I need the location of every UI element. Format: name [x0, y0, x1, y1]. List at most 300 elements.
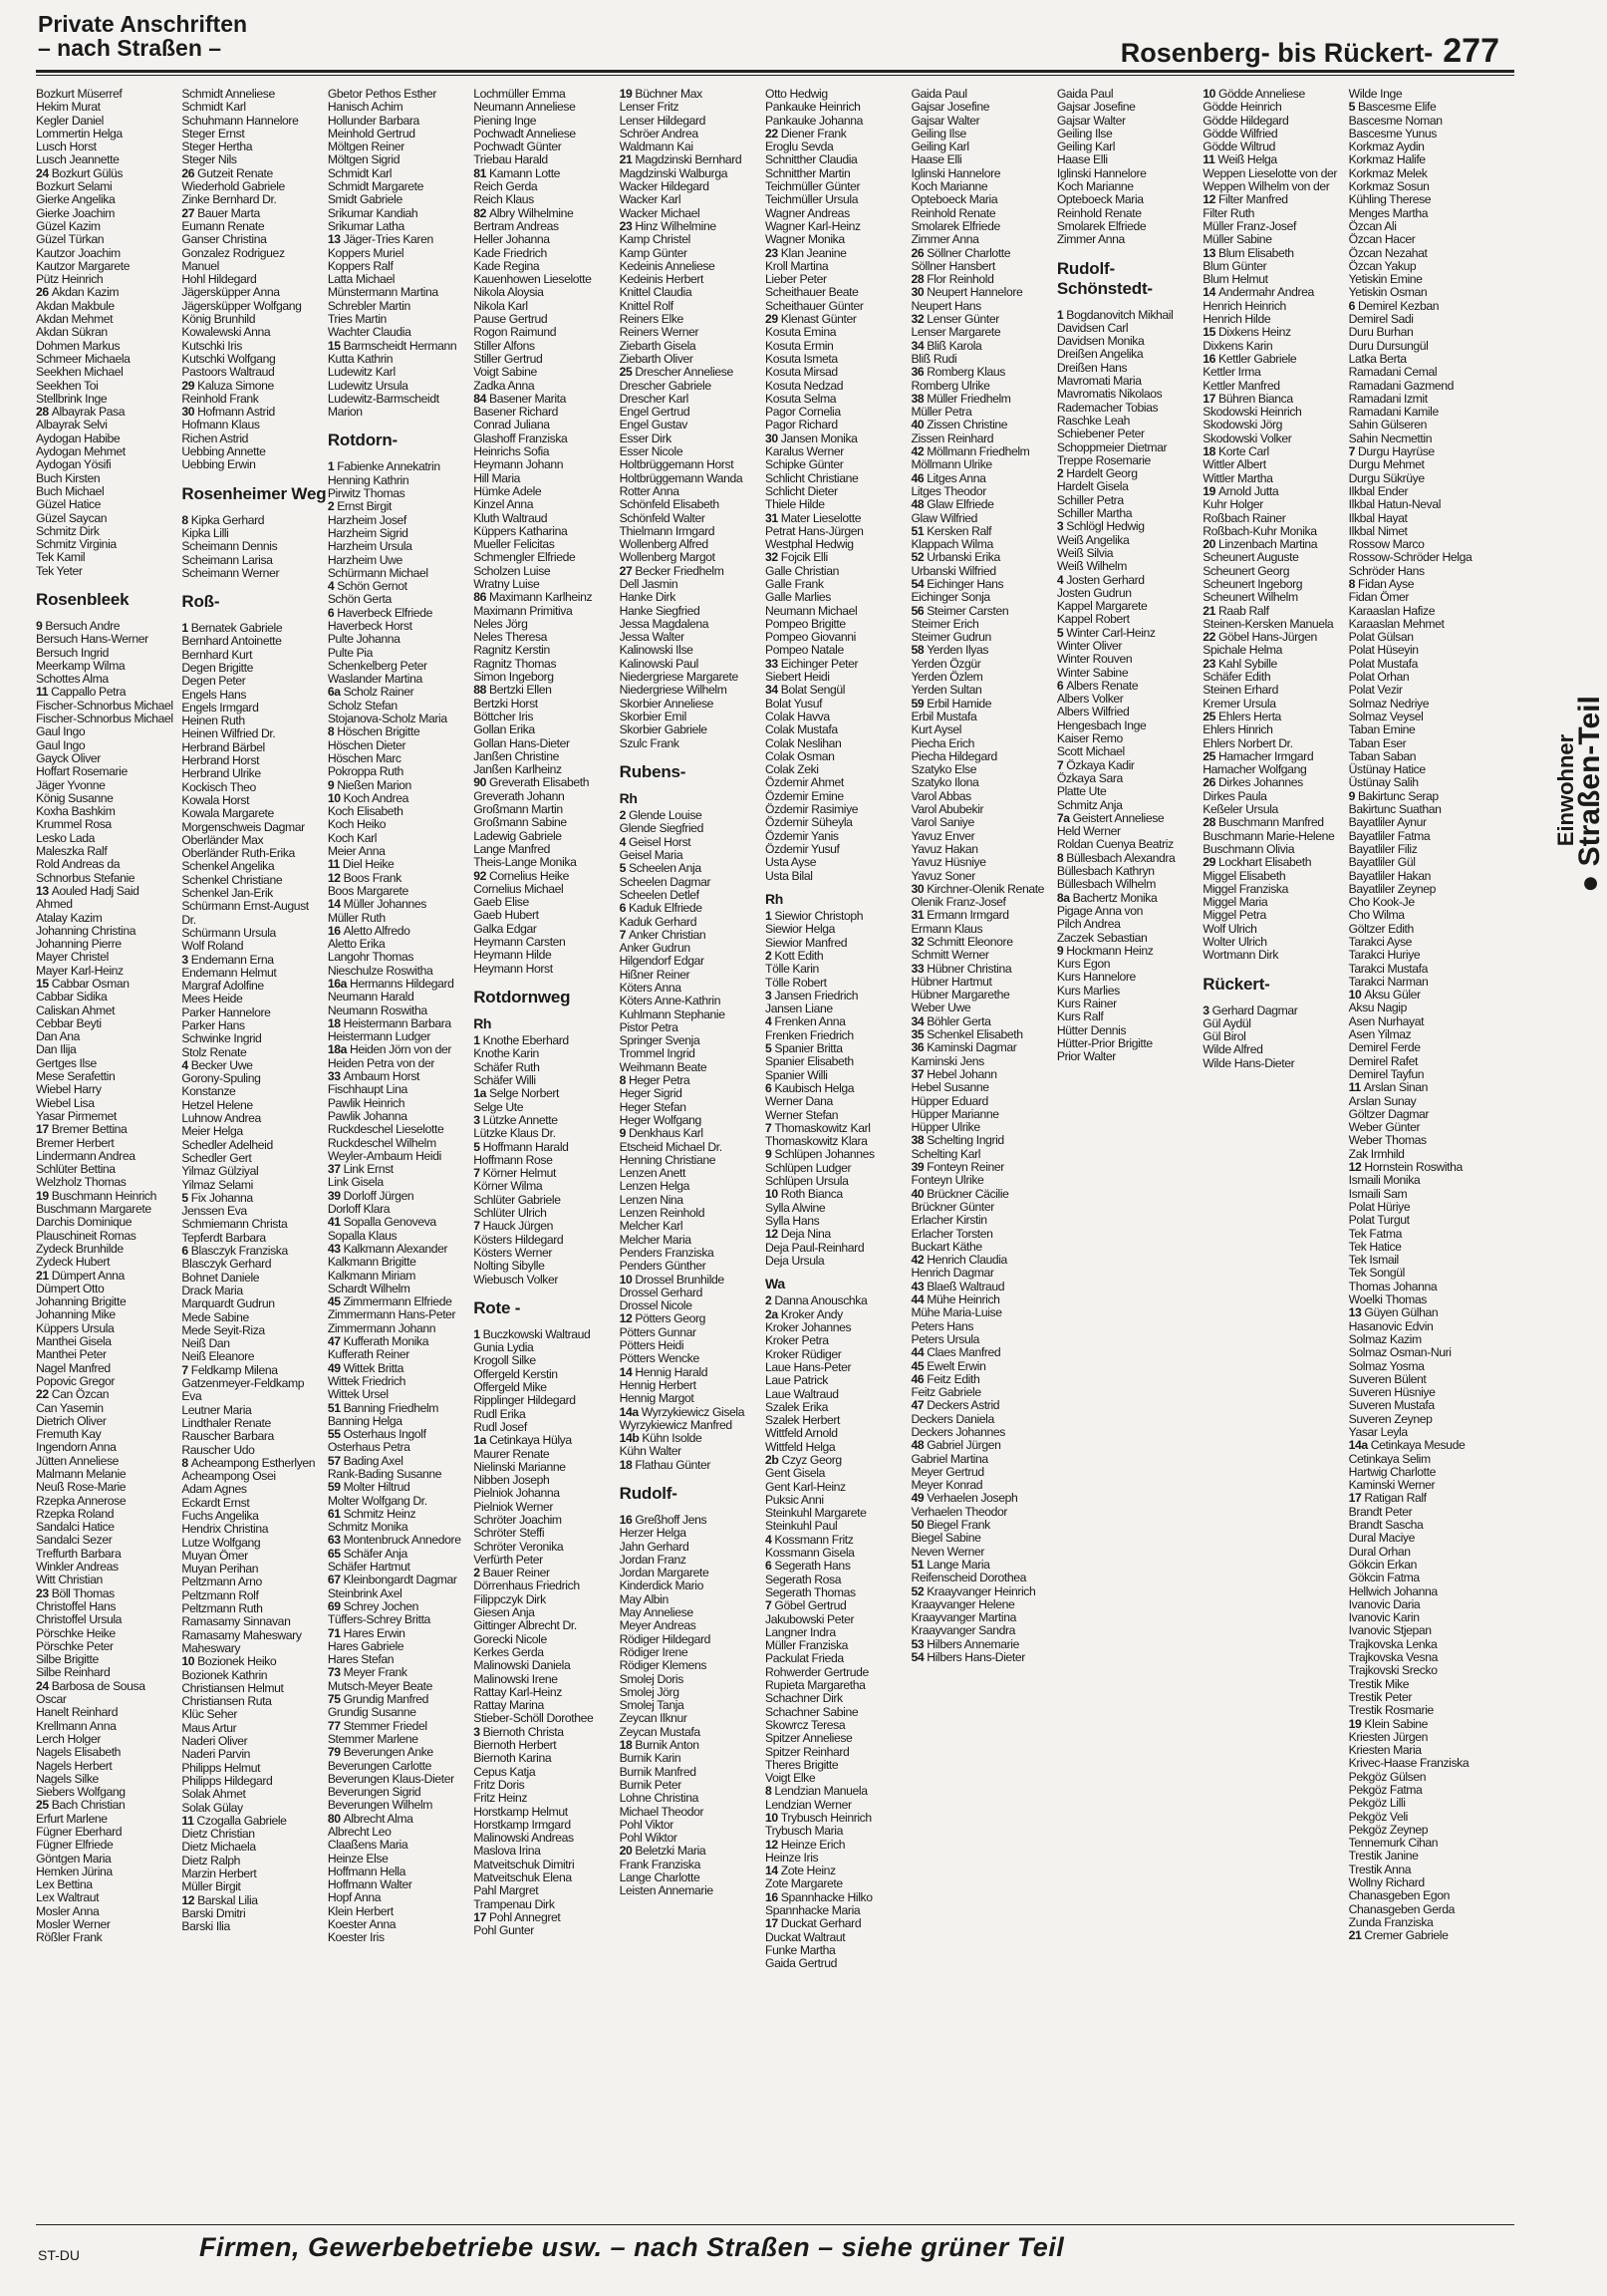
- resident-entry: Mese Serafettin: [36, 1069, 116, 1084]
- resident-entry: Malinowski Daniela: [473, 1658, 571, 1673]
- house-number: 55: [327, 1427, 344, 1442]
- resident-entry: 41 Sopalla Genoveva: [327, 1215, 436, 1230]
- resident-entry: Osterhaus Petra: [327, 1440, 410, 1455]
- resident-entry: Neiß Eleanore: [181, 1349, 255, 1364]
- resident-entry: Polat Hüseyin: [1348, 643, 1419, 658]
- resident-entry: Kosuta Emina: [765, 325, 837, 340]
- resident-entry: 38 Müller Friedhelm: [911, 391, 1011, 406]
- resident-entry: Bayatliler Gül: [1348, 855, 1416, 870]
- page-header-left: [38, 12, 247, 60]
- resident-entry: 88 Bertzki Ellen: [473, 683, 552, 698]
- resident-entry: Piening Inge: [473, 113, 537, 128]
- resident-entry: Möltgen Sigrid: [327, 152, 401, 167]
- resident-entry: Lenzen Reinhold: [619, 1206, 705, 1221]
- resident-entry: Opteboeck Maria: [1056, 192, 1144, 207]
- resident-entry: Lohne Christina: [619, 1791, 698, 1806]
- resident-entry: Schachner Sabine: [765, 1704, 859, 1719]
- resident-entry: Durgu Mehmet: [1348, 457, 1425, 472]
- resident-entry: Pawlik Johanna: [327, 1108, 407, 1123]
- resident-entry: Stiller Gertrud: [473, 351, 543, 366]
- house-number: 32: [765, 550, 781, 565]
- house-number: 10: [1203, 87, 1218, 101]
- resident-entry: Leutner Maria: [181, 1402, 252, 1417]
- resident-entry: Glaw Wilfried: [911, 510, 978, 525]
- house-number: 45: [911, 1358, 928, 1373]
- house-number: 25: [619, 365, 636, 380]
- resident-entry: 42 Möllmann Friedhelm: [911, 444, 1030, 459]
- resident-entry: Hendrix Christina: [181, 1522, 269, 1537]
- house-number: 17: [473, 1909, 489, 1924]
- resident-entry: Kurs Rainer: [1056, 997, 1117, 1010]
- resident-entry: Yerden Özlem: [911, 670, 983, 685]
- resident-entry: Solmaz Kazim: [1348, 1331, 1422, 1346]
- resident-entry: 5 Scheelen Anja: [619, 861, 701, 876]
- resident-entry: Kossmann Gisela: [765, 1546, 855, 1561]
- resident-entry: Aksu Nagip: [1348, 1001, 1407, 1015]
- resident-entry: 43 Kalkmann Alexander: [327, 1241, 448, 1256]
- resident-entry: 12 Boos Frank: [327, 870, 402, 885]
- resident-entry: Rödiger Irene: [619, 1644, 688, 1659]
- resident-entry: Koch Marianne: [1056, 179, 1134, 194]
- resident-entry: Romberg Ulrike: [911, 378, 990, 393]
- resident-entry: Roldan Cuenya Beatriz: [1056, 837, 1174, 852]
- resident-entry: Latta Michael: [327, 272, 396, 287]
- footer-code: ST-DU: [38, 2247, 80, 2263]
- resident-entry: Dell Jasmin: [619, 576, 678, 591]
- resident-entry: 14a Wyrzykiewicz Gisela: [619, 1404, 745, 1419]
- resident-entry: Etscheid Michael Dr.: [619, 1139, 722, 1154]
- resident-entry: Szatyko Else: [911, 762, 977, 777]
- resident-entry: 51 Kersken Ralf: [911, 523, 992, 538]
- resident-entry: Dietrich Oliver: [36, 1413, 107, 1428]
- resident-entry: Segerath Thomas: [765, 1584, 856, 1599]
- resident-entry: Krellmann Anna: [36, 1718, 117, 1733]
- resident-entry: Siewior Manfred: [765, 935, 848, 950]
- resident-entry: Skodowski Heinrich: [1203, 405, 1302, 420]
- house-number: 5: [765, 1041, 775, 1056]
- resident-entry: Frenken Friedrich: [765, 1027, 854, 1042]
- resident-entry: Horstkamp Helmut: [473, 1804, 568, 1819]
- house-number: 5: [1056, 625, 1067, 640]
- resident-entry: Ehlers Norbert Dr.: [1203, 735, 1293, 750]
- resident-entry: Seekhen Toi: [36, 378, 99, 393]
- house-number: 12: [619, 1311, 636, 1326]
- resident-entry: Stieber-Schöll Dorothee: [473, 1711, 594, 1726]
- resident-entry: Offergeld Kerstin: [473, 1366, 558, 1381]
- resident-entry: Deja Ursula: [765, 1253, 825, 1268]
- resident-entry: Aydogan Habibe: [36, 430, 121, 445]
- resident-entry: Fremuth Kay: [36, 1427, 102, 1442]
- resident-entry: 9 Schlüpen Johannes: [765, 1147, 875, 1162]
- resident-entry: Pekgöz Fatma: [1348, 1783, 1423, 1797]
- resident-entry: Silbe Reinhard: [36, 1665, 111, 1680]
- resident-entry: Özkaya Sara: [1056, 770, 1123, 785]
- resident-entry: Hoffart Rosemarie: [36, 764, 128, 779]
- resident-entry: Höschen Dieter: [327, 737, 406, 752]
- house-number: 65: [327, 1546, 344, 1561]
- resident-entry: Teichmüller Ursula: [765, 192, 859, 207]
- house-number: 2a: [765, 1306, 781, 1321]
- resident-entry: Kriesten Maria: [1348, 1743, 1422, 1758]
- resident-entry: Tek Fatma: [1348, 1226, 1402, 1241]
- resident-entry: 27 Becker Friedhelm: [619, 563, 724, 578]
- street-heading: Rudolf-Schönstedt-: [1056, 258, 1153, 298]
- resident-entry: Wachter Claudia: [327, 325, 411, 340]
- resident-entry: Wratny Luise: [473, 576, 540, 591]
- resident-entry: Tarakci Mustafa: [1348, 961, 1428, 976]
- resident-entry: Colak Neslihan: [765, 735, 842, 750]
- house-number: 22: [765, 126, 781, 141]
- resident-entry: Hilgendorf Edgar: [619, 954, 704, 969]
- resident-entry: Dixkens Karin: [1203, 338, 1273, 353]
- resident-entry: 5 Spanier Britta: [765, 1041, 843, 1056]
- resident-entry: Kaminski Werner: [1348, 1478, 1436, 1493]
- resident-entry: Laue Hans-Peter: [765, 1359, 852, 1374]
- resident-entry: Nagels Herbert: [36, 1758, 113, 1773]
- resident-entry: Demirel Sadi: [1348, 312, 1414, 327]
- resident-entry: Rauscher Barbara: [181, 1429, 274, 1444]
- house-number: 8: [765, 1784, 775, 1799]
- resident-entry: Polat Orhan: [1348, 670, 1410, 685]
- resident-entry: Trestik Mike: [1348, 1676, 1410, 1691]
- house-number: 49: [911, 1491, 928, 1506]
- resident-entry: Giesen Anja: [473, 1605, 535, 1620]
- resident-entry: 19 Büchner Max: [619, 87, 702, 101]
- resident-entry: 10 Roth Bianca: [765, 1187, 843, 1202]
- resident-entry: Özdemir Ahmet: [765, 775, 844, 790]
- resident-entry: Filippczyk Dirk: [473, 1591, 546, 1606]
- resident-entry: Janßen Christine: [473, 748, 559, 763]
- district-heading: Rh: [765, 890, 783, 907]
- house-number: 19: [36, 1188, 52, 1203]
- resident-entry: Schönfeld Elisabeth: [619, 497, 719, 512]
- house-number: 20: [619, 1844, 636, 1859]
- resident-entry: Üstünay Hatice: [1348, 762, 1426, 777]
- resident-entry: Lex Bettina: [36, 1877, 93, 1892]
- resident-entry: Yerden Sultan: [911, 683, 982, 698]
- resident-entry: 30 Jansen Monika: [765, 430, 858, 445]
- resident-entry: Bremer Herbert: [36, 1135, 115, 1150]
- resident-entry: Rupieta Margaretha: [765, 1678, 866, 1693]
- resident-entry: 32 Fojcik Elli: [765, 550, 828, 565]
- resident-entry: Neven Werner: [911, 1544, 984, 1559]
- resident-entry: Albrecht Leo: [327, 1825, 392, 1839]
- resident-entry: Frank Franziska: [619, 1857, 700, 1871]
- resident-entry: 3 Gerhard Dagmar: [1203, 1003, 1298, 1017]
- resident-entry: 28 Albayrak Pasa: [36, 405, 126, 420]
- resident-entry: Albers Volker: [1056, 692, 1124, 707]
- resident-entry: Tüffers-Schrey Britta: [327, 1612, 430, 1627]
- resident-entry: Eroglu Sevda: [765, 140, 834, 154]
- resident-entry: 18 Flathau Günter: [619, 1457, 711, 1472]
- resident-entry: Geiling Karl: [1056, 140, 1116, 154]
- resident-entry: Rzepka Roland: [36, 1506, 115, 1521]
- resident-entry: Fischhaupt Lina: [327, 1082, 407, 1097]
- resident-entry: Kamp Günter: [619, 245, 687, 260]
- house-number: 27: [181, 205, 198, 220]
- resident-entry: Ludewitz Karl: [327, 365, 396, 380]
- resident-entry: Raschke Leah: [1056, 413, 1130, 428]
- resident-entry: 7 Feldkamp Milena: [181, 1362, 278, 1377]
- resident-entry: Ilkbal Ender: [1348, 483, 1409, 498]
- house-number: 1: [765, 909, 775, 924]
- resident-entry: Schmiemann Christa: [181, 1217, 288, 1232]
- resident-entry: 19 Klein Sabine: [1348, 1716, 1429, 1731]
- resident-entry: Horstkamp Irmgard: [473, 1817, 571, 1832]
- house-number: 88: [473, 683, 489, 698]
- resident-entry: 10 Gödde Anneliese: [1203, 87, 1305, 101]
- house-number: 56: [911, 603, 928, 618]
- resident-entry: 2 Hardelt Georg: [1056, 466, 1138, 481]
- resident-entry: Hoffmann Walter: [327, 1877, 412, 1892]
- resident-entry: Schlüter Bettina: [36, 1162, 116, 1177]
- resident-entry: Waslander Martina: [327, 672, 422, 687]
- resident-entry: Ilkbal Nimet: [1348, 523, 1408, 538]
- house-number: 16: [327, 923, 344, 938]
- resident-entry: Laue Waltraud: [765, 1386, 839, 1401]
- resident-entry: Holtbrüggemann Horst: [619, 457, 734, 472]
- resident-entry: Wollenberg Alfred: [619, 537, 708, 552]
- house-number: 37: [911, 1066, 928, 1081]
- resident-entry: Wollny Richard: [1348, 1875, 1425, 1890]
- resident-entry: Degen Peter: [181, 674, 246, 689]
- house-number: 33: [765, 656, 781, 671]
- resident-entry: Yetiskin Osman: [1348, 285, 1428, 300]
- house-number: 29: [1203, 855, 1218, 870]
- resident-entry: 1 Bernatek Gabriele: [181, 621, 283, 636]
- resident-entry: Scheunert Georg: [1203, 563, 1290, 578]
- resident-entry: Steinbrink Axel: [327, 1585, 402, 1600]
- house-number: 43: [911, 1279, 928, 1293]
- resident-entry: Böttcher Iris: [473, 709, 534, 723]
- resident-entry: Szalek Erika: [765, 1399, 828, 1414]
- resident-entry: 1 Bogdanovitch Mikhail: [1056, 307, 1174, 322]
- resident-entry: Arslan Sunay: [1348, 1093, 1417, 1108]
- resident-entry: Silbe Brigitte: [36, 1652, 99, 1667]
- resident-entry: Deja Paul-Reinhard: [765, 1240, 865, 1255]
- resident-entry: Mosler Werner: [36, 1917, 111, 1932]
- resident-entry: Rank-Bading Susanne: [327, 1466, 442, 1481]
- resident-entry: Jordan Margarete: [619, 1566, 709, 1580]
- resident-entry: Miggel Elisabeth: [1203, 868, 1286, 883]
- resident-entry: Asen Yilmaz: [1348, 1027, 1412, 1042]
- house-number: 18a: [327, 1042, 350, 1057]
- resident-entry: 18a Heiden Jörn von der: [327, 1042, 452, 1057]
- resident-entry: Rossow Marco: [1348, 537, 1425, 552]
- resident-entry: 20 Linzenbach Martina: [1203, 537, 1318, 552]
- resident-entry: Bozkurt Müserref: [36, 87, 123, 101]
- house-number: 8a: [1056, 890, 1073, 905]
- resident-entry: 13 Jäger-Tries Karen: [327, 232, 433, 247]
- resident-entry: Ramadani Gazmend: [1348, 378, 1455, 393]
- resident-entry: Erlacher Kirstin: [911, 1213, 987, 1228]
- resident-entry: Rogon Raimund: [473, 325, 557, 340]
- house-number: 12: [765, 1227, 781, 1242]
- resident-entry: Kremer Ursula: [1203, 696, 1276, 711]
- resident-entry: Banning Helga: [327, 1413, 402, 1428]
- resident-entry: Pankauke Johanna: [765, 113, 863, 128]
- resident-entry: Kowala Horst: [181, 792, 250, 807]
- resident-entry: Kipka Lilli: [181, 525, 229, 540]
- resident-entry: 26 Gutzeit Renate: [181, 165, 273, 180]
- house-number: 10: [1348, 988, 1365, 1003]
- resident-entry: Drescher Gabriele: [619, 378, 711, 393]
- resident-entry: 23 Hinz Wilhelmine: [619, 218, 716, 233]
- resident-entry: 20 Beletzki Maria: [619, 1844, 706, 1859]
- house-number: 50: [911, 1518, 928, 1533]
- resident-entry: Schenkel Angelika: [181, 859, 275, 874]
- resident-entry: 11 Arslan Sinan: [1348, 1080, 1429, 1095]
- resident-entry: 36 Kaminski Dagmar: [911, 1040, 1017, 1055]
- resident-entry: Springer Svenja: [619, 1033, 700, 1048]
- resident-entry: 16 Greßhoff Jens: [619, 1512, 707, 1527]
- resident-entry: Bascesme Noman: [1348, 113, 1443, 128]
- resident-entry: Karaaslan Mehmet: [1348, 616, 1445, 631]
- resident-entry: Mavromatis Nikolaos: [1056, 387, 1163, 402]
- resident-entry: Bayatliler Filiz: [1348, 841, 1418, 856]
- house-number: 7: [473, 1219, 483, 1234]
- resident-entry: Mueller Felicitas: [473, 537, 555, 552]
- resident-entry: 7 Anker Christian: [619, 927, 706, 942]
- resident-entry: 19 Arnold Jutta: [1203, 483, 1279, 498]
- resident-entry: Gollan Erika: [473, 722, 535, 737]
- resident-entry: Witt Christian: [36, 1573, 103, 1587]
- resident-entry: Kluth Waltraud: [473, 510, 548, 525]
- resident-entry: Popovic Gregor: [36, 1373, 116, 1388]
- resident-entry: Aletto Erika: [327, 937, 386, 952]
- resident-entry: Pohl Viktor: [619, 1817, 673, 1832]
- resident-entry: Burnik Peter: [619, 1777, 681, 1792]
- resident-entry: Söllner Hansbert: [911, 258, 995, 273]
- house-number: 1: [473, 1033, 483, 1048]
- resident-entry: 6 Haverbeck Elfriede: [327, 605, 432, 620]
- resident-entry: Skorbier Emil: [619, 709, 686, 723]
- resident-entry: 71 Hares Erwin: [327, 1625, 405, 1640]
- resident-entry: 21 Dümpert Anna: [36, 1268, 125, 1283]
- resident-entry: Neupert Hans: [911, 298, 981, 313]
- resident-entry: Peltzmann Arno: [181, 1575, 262, 1589]
- resident-entry: 18 Korte Carl: [1203, 444, 1269, 459]
- resident-entry: 6 Kaduk Elfriede: [619, 901, 702, 916]
- house-number: 16: [619, 1512, 636, 1527]
- resident-entry: Conrad Juliana: [473, 418, 550, 432]
- resident-entry: Duru Burhan: [1348, 325, 1414, 340]
- house-number: 11: [327, 857, 343, 872]
- resident-entry: Schenkel Jan-Erik: [181, 886, 273, 901]
- resident-entry: Rudl Erika: [473, 1406, 526, 1421]
- resident-entry: Ingendorn Anna: [36, 1440, 117, 1455]
- resident-entry: 3 Biernoth Christa: [473, 1724, 564, 1739]
- resident-entry: Hekim Murat: [36, 100, 101, 115]
- resident-entry: Trybusch Maria: [765, 1824, 843, 1839]
- resident-entry: Pötters Gunnar: [619, 1324, 696, 1339]
- resident-entry: Großmann Sabine: [473, 815, 567, 830]
- resident-entry: Darchis Dominique: [36, 1215, 133, 1230]
- resident-entry: Hetzel Helene: [181, 1097, 253, 1112]
- resident-entry: Piecha Hildegard: [911, 748, 997, 763]
- resident-entry: 42 Henrich Claudia: [911, 1253, 1007, 1268]
- resident-entry: Korkmaz Melek: [1348, 165, 1428, 180]
- resident-entry: Pastoors Waltraud: [181, 365, 275, 380]
- resident-entry: Nielinski Marianne: [473, 1459, 566, 1474]
- resident-entry: Solmaz Nedriye: [1348, 696, 1430, 711]
- resident-entry: Dan Ana: [36, 1029, 80, 1044]
- resident-entry: Wortmann Dirk: [1203, 948, 1279, 963]
- resident-entry: Hanke Dirk: [619, 590, 675, 605]
- resident-entry: Gbetor Pethos Esther: [327, 87, 437, 101]
- house-number: 38: [911, 1133, 928, 1148]
- resident-entry: Kraayvanger Helene: [911, 1596, 1015, 1611]
- house-number: 7: [765, 1120, 775, 1135]
- resident-entry: Karalus Werner: [765, 444, 844, 459]
- resident-entry: Peters Ursula: [911, 1331, 980, 1346]
- resident-entry: Yilmaz Selami: [181, 1177, 253, 1192]
- resident-entry: Lindthaler Renate: [181, 1415, 271, 1430]
- house-number: 33: [327, 1069, 344, 1084]
- resident-entry: Jütten Anneliese: [36, 1453, 120, 1468]
- resident-entry: 2a Kroker Andy: [765, 1306, 843, 1321]
- resident-entry: 22 Diener Frank: [765, 126, 847, 141]
- house-number: 2: [1056, 466, 1067, 481]
- resident-entry: Solmaz Osman-Nuri: [1348, 1345, 1452, 1360]
- resident-entry: Cornelius Michael: [473, 881, 564, 896]
- house-number: 4: [1056, 572, 1067, 587]
- resident-entry: Spanier Elisabeth: [765, 1054, 854, 1069]
- resident-entry: Schedler Gert: [181, 1150, 252, 1165]
- resident-entry: Steimer Gudrun: [911, 630, 991, 645]
- resident-entry: Keßeler Ursula: [1203, 802, 1278, 817]
- resident-entry: Heymann Carsten: [473, 935, 566, 949]
- resident-entry: Heinze Else: [327, 1851, 389, 1866]
- resident-entry: Boos Margarete: [327, 883, 408, 898]
- resident-entry: Schäfer Willi: [473, 1073, 536, 1088]
- resident-entry: Büllesbach Kathryn: [1056, 864, 1155, 879]
- house-number: 21: [1348, 1928, 1365, 1943]
- resident-entry: 7a Geistert Anneliese: [1056, 810, 1165, 825]
- resident-entry: Kosuta Selma: [765, 391, 837, 406]
- resident-entry: Gödde Wilfried: [1203, 126, 1278, 141]
- resident-entry: 34 Bolat Sengül: [765, 683, 846, 698]
- resident-entry: Heger Sigrid: [619, 1086, 682, 1101]
- resident-entry: Josten Gudrun: [1056, 585, 1132, 600]
- resident-entry: Hardelt Gisela: [1056, 479, 1129, 494]
- resident-entry: Fidan Ömer: [1348, 590, 1409, 605]
- resident-entry: Kösters Werner: [473, 1245, 553, 1260]
- resident-entry: Smolej Tanja: [619, 1698, 684, 1713]
- house-number: 6: [327, 605, 338, 620]
- resident-entry: 37 Hebel Johann: [911, 1066, 997, 1081]
- resident-entry: 54 Eichinger Hans: [911, 576, 1004, 591]
- house-number: 26: [36, 285, 52, 300]
- resident-entry: Selge Ute: [473, 1099, 524, 1114]
- resident-entry: 21 Raab Ralf: [1203, 603, 1269, 618]
- resident-entry: Gent Gisela: [765, 1466, 825, 1481]
- resident-entry: Wilde Hans-Dieter: [1203, 1055, 1295, 1070]
- resident-entry: Miggel Maria: [1203, 895, 1268, 910]
- house-number: 3: [181, 952, 191, 967]
- resident-entry: Nieschulze Roswitha: [327, 963, 433, 978]
- resident-entry: Gaul Ingo: [36, 737, 86, 752]
- resident-entry: Buschmann Margarete: [36, 1202, 151, 1217]
- directory-column: [1203, 88, 1347, 2220]
- house-number: 6: [1056, 678, 1067, 693]
- resident-entry: 7 Durgu Hayrüse: [1348, 444, 1435, 459]
- resident-entry: Varol Abubekir: [911, 802, 984, 817]
- house-number: 24: [36, 165, 52, 180]
- street-heading: Rotdornweg: [473, 987, 571, 1006]
- resident-entry: Hemken Jürina: [36, 1864, 113, 1878]
- resident-entry: Muyan Ömer: [181, 1548, 248, 1563]
